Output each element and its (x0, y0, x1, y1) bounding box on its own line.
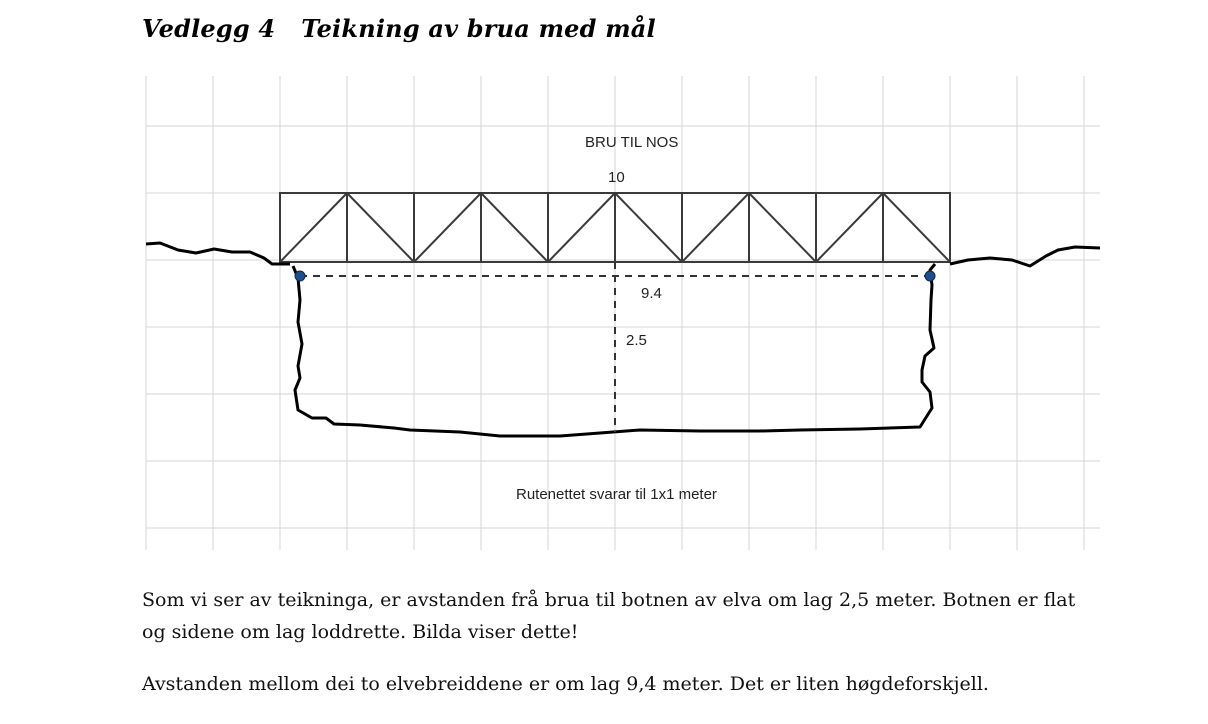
depth-label: 2.5 (626, 332, 647, 349)
drawing-title: BRU TIL NOS (585, 134, 679, 151)
right-bank-point (925, 271, 935, 281)
grid-caption: Rutenettet svarar til 1x1 meter (516, 486, 717, 503)
bridge-truss (280, 193, 950, 262)
paragraph-width: Avstanden mellom dei to elvebreiddene er om lag 9,4 meter. Det er liten høgdeforskjell. (142, 673, 989, 695)
appendix-label: Vedlegg 4 (142, 14, 276, 43)
left-bank-point (295, 271, 305, 281)
appendix-title: Teikning av brua med mål (301, 14, 656, 43)
riverbank-left (146, 243, 290, 264)
width-label: 9.4 (641, 285, 662, 302)
paragraph-depth: Som vi ser av teikninga, er avstanden frå brua til botnen av elva om lag 2,5 meter. Botnen er flat og sidene om lag loddrette. Bilda viser dette! (142, 589, 1076, 643)
bridge-length-label: 10 (608, 169, 625, 186)
riverbank-right (950, 247, 1100, 266)
